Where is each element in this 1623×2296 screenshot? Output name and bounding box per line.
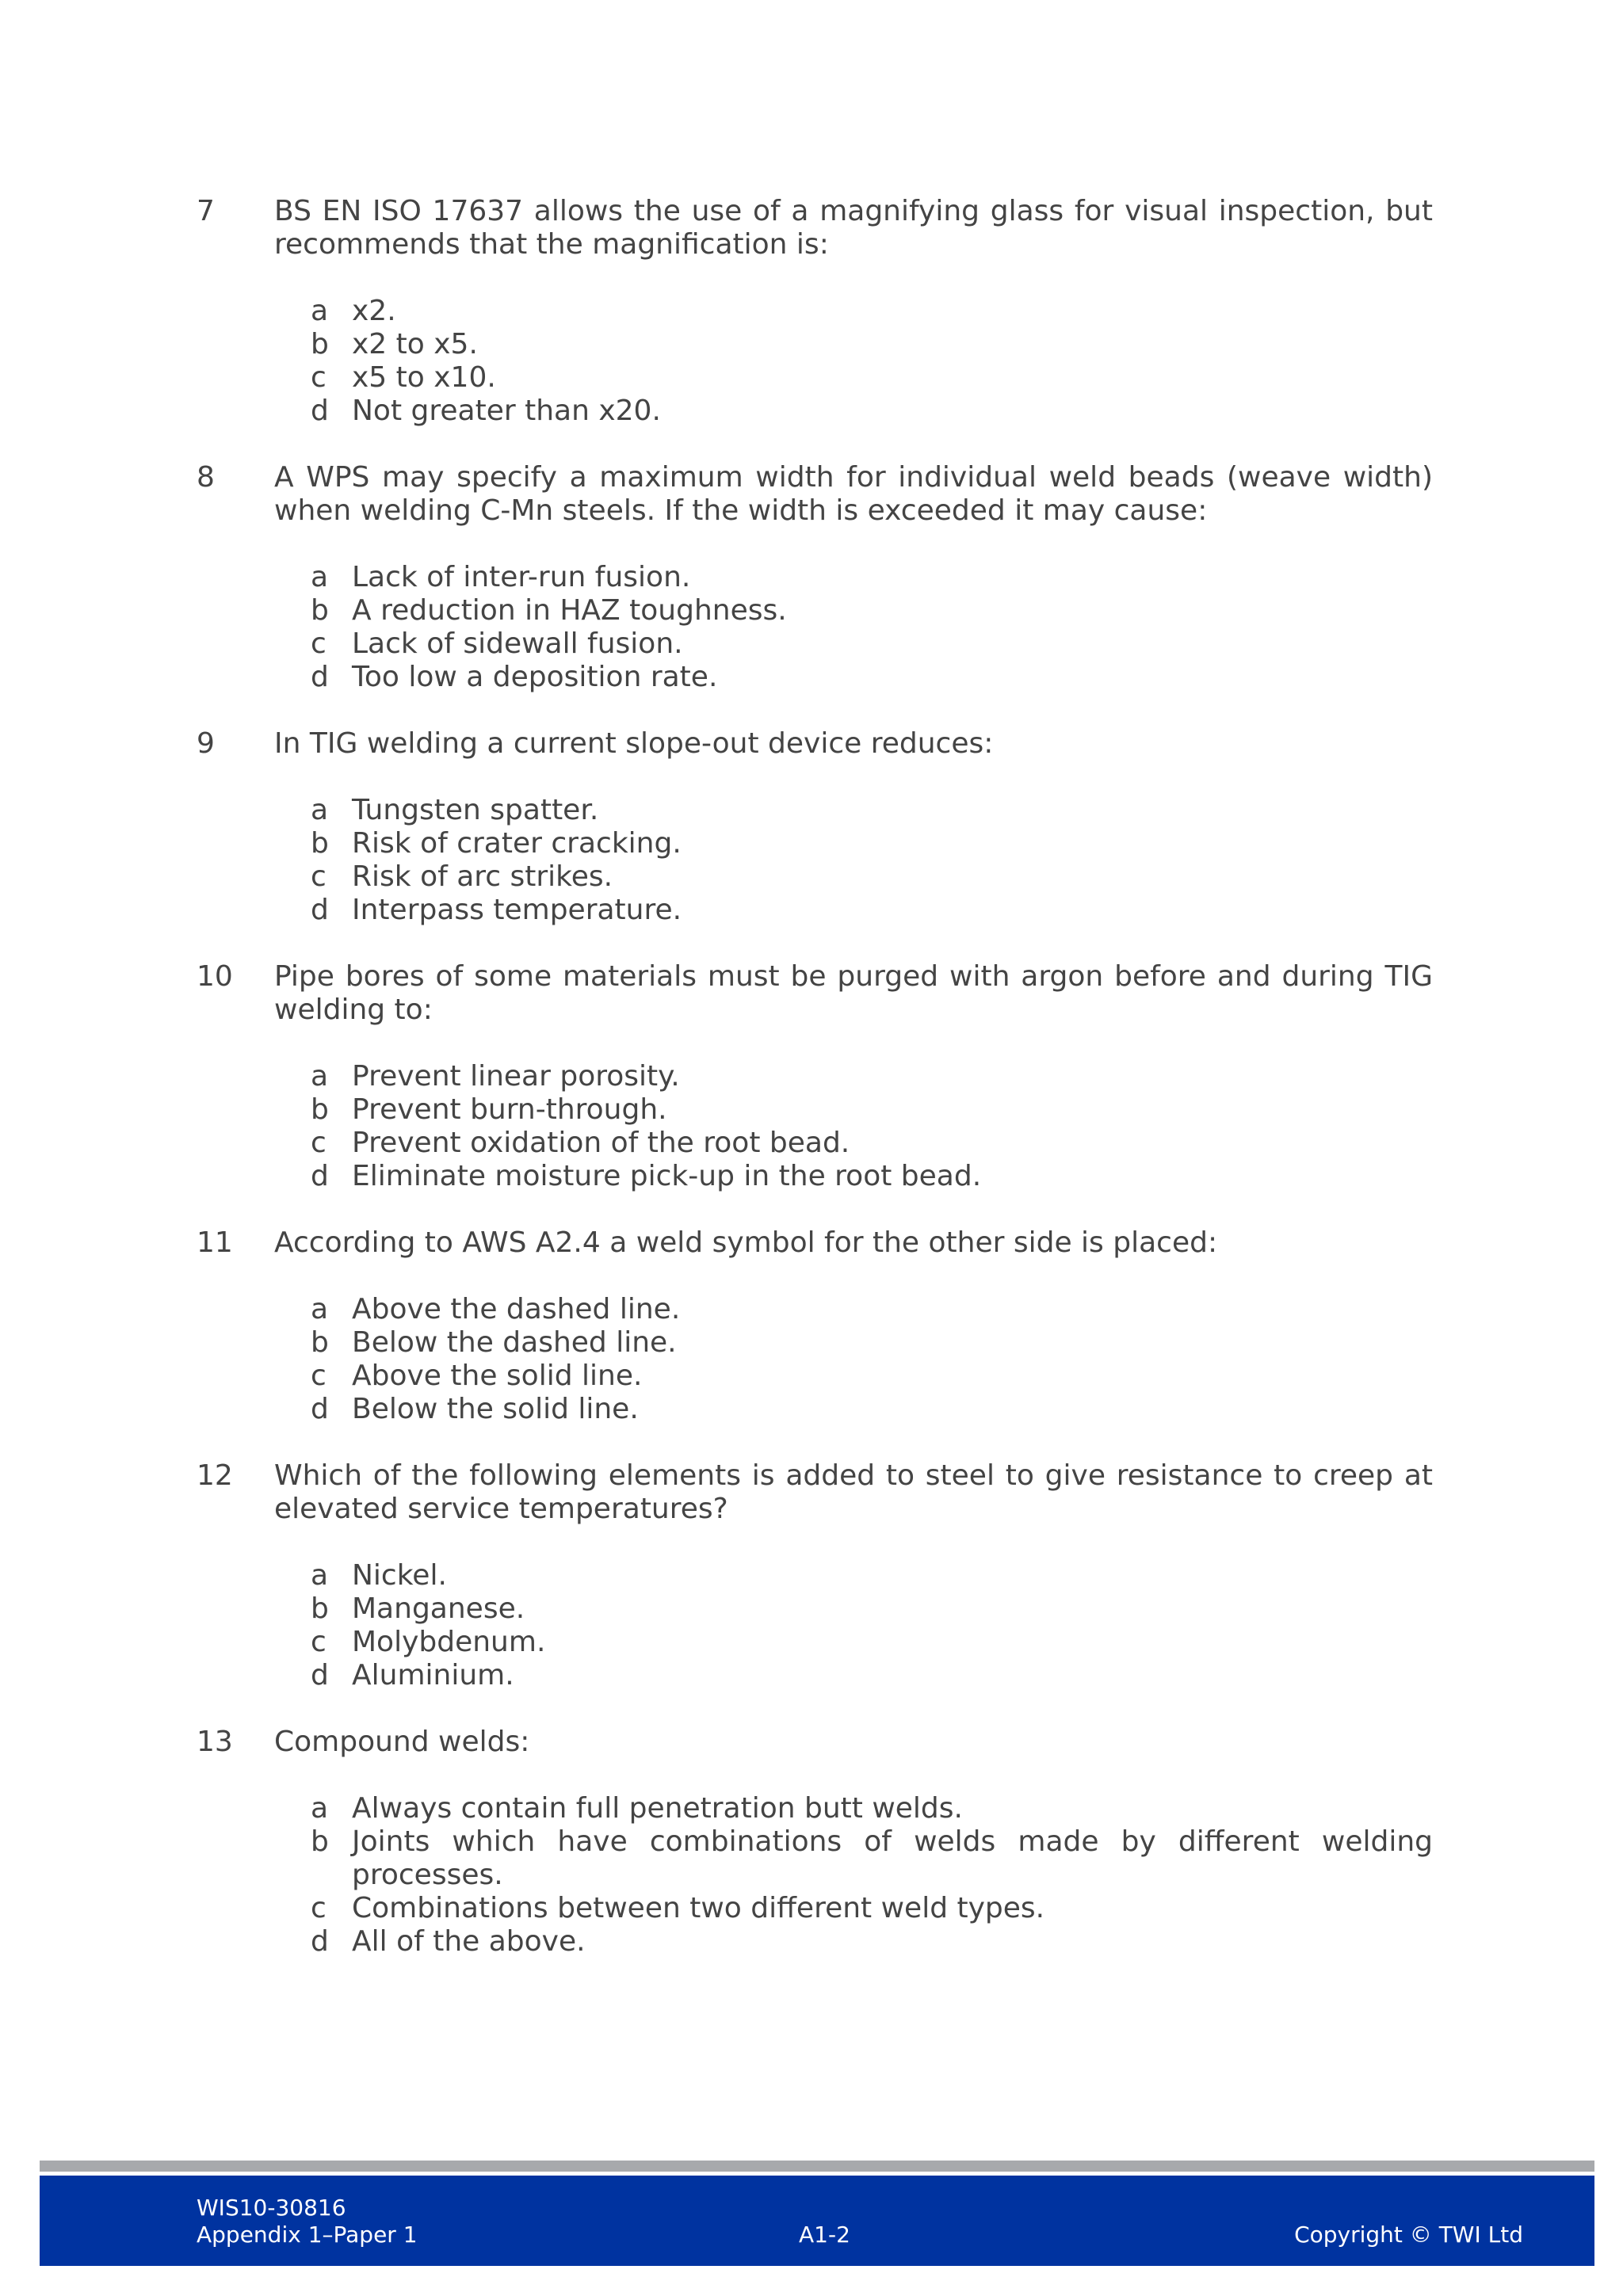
option-text: Prevent burn-through. bbox=[352, 1093, 667, 1126]
option-list bbox=[274, 1792, 1433, 1958]
option-c bbox=[311, 1127, 1433, 1160]
option-text: Above the dashed line. bbox=[352, 1293, 681, 1325]
option-text: Lack of sidewall fusion. bbox=[352, 627, 683, 660]
option-letter: b bbox=[311, 1326, 329, 1359]
option-letter: b bbox=[311, 1825, 329, 1858]
option-letter: a bbox=[311, 1559, 329, 1592]
option-letter: c bbox=[311, 627, 327, 660]
question-8 bbox=[197, 461, 1433, 694]
option-text: All of the above. bbox=[352, 1925, 586, 1958]
option-text: Interpass temperature. bbox=[352, 894, 682, 926]
option-letter: b bbox=[311, 328, 329, 360]
option-list bbox=[274, 561, 1433, 694]
option-letter: b bbox=[311, 1592, 329, 1625]
option-letter: d bbox=[311, 894, 329, 926]
option-text: Lack of inter-run fusion. bbox=[352, 561, 691, 593]
option-d bbox=[311, 661, 1433, 694]
option-list bbox=[274, 295, 1433, 428]
option-list bbox=[274, 1293, 1433, 1426]
option-letter: c bbox=[311, 1360, 327, 1392]
option-letter: a bbox=[311, 1293, 329, 1325]
option-letter: c bbox=[311, 1127, 327, 1159]
page-number: A1-2 bbox=[799, 2222, 850, 2248]
option-list bbox=[274, 794, 1433, 927]
option-text: Molybdenum. bbox=[352, 1626, 546, 1658]
option-a bbox=[311, 1293, 1433, 1326]
option-letter: d bbox=[311, 395, 329, 427]
question-list bbox=[197, 195, 1433, 1992]
option-d bbox=[311, 1925, 1433, 1958]
question-13 bbox=[197, 1726, 1433, 1958]
option-text: Joints which have combinations of welds made by different welding processes. bbox=[352, 1825, 1433, 1891]
option-letter: c bbox=[311, 361, 327, 394]
option-b bbox=[311, 328, 1433, 361]
question-text: Pipe bores of some materials must be purged with argon before and during TIG welding to: bbox=[274, 960, 1433, 1026]
option-text: Combinations between two different weld types. bbox=[352, 1892, 1045, 1924]
question-number: 11 bbox=[197, 1226, 233, 1259]
option-text: Nickel. bbox=[352, 1559, 447, 1592]
option-text: x2. bbox=[352, 295, 396, 327]
option-letter: b bbox=[311, 1093, 329, 1126]
option-b bbox=[311, 594, 1433, 627]
option-text: Below the solid line. bbox=[352, 1393, 639, 1425]
option-a bbox=[311, 1559, 1433, 1592]
option-letter: b bbox=[311, 827, 329, 860]
option-d bbox=[311, 894, 1433, 927]
option-letter: a bbox=[311, 794, 329, 826]
option-d bbox=[311, 1393, 1433, 1426]
option-text: Below the dashed line. bbox=[352, 1326, 677, 1359]
option-a bbox=[311, 561, 1433, 594]
option-letter: d bbox=[311, 1659, 329, 1691]
option-letter: a bbox=[311, 561, 329, 593]
question-text: In TIG welding a current slope-out device reduces: bbox=[274, 727, 994, 760]
option-letter: b bbox=[311, 594, 329, 627]
option-letter: c bbox=[311, 860, 327, 893]
option-letter: c bbox=[311, 1892, 327, 1924]
option-d bbox=[311, 1160, 1433, 1193]
option-text: x5 to x10. bbox=[352, 361, 496, 394]
option-text: Always contain full penetration butt welds. bbox=[352, 1792, 963, 1825]
option-a bbox=[311, 1792, 1433, 1825]
option-text: Risk of crater cracking. bbox=[352, 827, 682, 860]
option-letter: a bbox=[311, 1060, 329, 1093]
copyright-notice: Copyright © TWI Ltd bbox=[1294, 2222, 1523, 2248]
option-text: Risk of arc strikes. bbox=[352, 860, 613, 893]
option-c bbox=[311, 1360, 1433, 1393]
question-number: 12 bbox=[197, 1459, 233, 1492]
option-b bbox=[311, 827, 1433, 860]
option-letter: d bbox=[311, 1160, 329, 1192]
option-text: Prevent linear porosity. bbox=[352, 1060, 680, 1093]
option-text: Prevent oxidation of the root bead. bbox=[352, 1127, 850, 1159]
option-text: x2 to x5. bbox=[352, 328, 478, 360]
question-number: 7 bbox=[197, 195, 215, 227]
option-a bbox=[311, 794, 1433, 827]
question-number: 13 bbox=[197, 1726, 233, 1758]
option-c bbox=[311, 361, 1433, 395]
footer-divider bbox=[40, 2161, 1594, 2172]
option-letter: d bbox=[311, 1393, 329, 1425]
question-text: According to AWS A2.4 a weld symbol for the other side is placed: bbox=[274, 1226, 1218, 1259]
option-letter: d bbox=[311, 1925, 329, 1958]
option-list bbox=[274, 1559, 1433, 1692]
question-12 bbox=[197, 1459, 1433, 1692]
document-code: WIS10-30816 bbox=[197, 2195, 346, 2221]
question-number: 8 bbox=[197, 461, 215, 494]
option-c bbox=[311, 860, 1433, 894]
question-text: Compound welds: bbox=[274, 1726, 530, 1758]
option-d bbox=[311, 1659, 1433, 1692]
option-a bbox=[311, 1060, 1433, 1093]
question-11 bbox=[197, 1226, 1433, 1426]
option-text: Eliminate moisture pick-up in the root bead. bbox=[352, 1160, 982, 1192]
option-text: A reduction in HAZ toughness. bbox=[352, 594, 787, 627]
option-letter: d bbox=[311, 661, 329, 693]
option-c bbox=[311, 627, 1433, 661]
option-b bbox=[311, 1093, 1433, 1127]
footer bbox=[40, 2176, 1594, 2266]
option-text: Above the solid line. bbox=[352, 1360, 643, 1392]
option-b bbox=[311, 1326, 1433, 1360]
option-text: Tungsten spatter. bbox=[352, 794, 599, 826]
option-c bbox=[311, 1626, 1433, 1659]
question-7 bbox=[197, 195, 1433, 428]
option-letter: a bbox=[311, 295, 329, 327]
question-number: 10 bbox=[197, 960, 233, 993]
question-9 bbox=[197, 727, 1433, 927]
option-d bbox=[311, 395, 1433, 428]
option-b bbox=[311, 1592, 1433, 1626]
option-a bbox=[311, 295, 1433, 328]
appendix-label: Appendix 1–Paper 1 bbox=[197, 2222, 418, 2248]
question-10 bbox=[197, 960, 1433, 1193]
question-text: BS EN ISO 17637 allows the use of a magnifying glass for visual inspection, but recommends that the magnification is: bbox=[274, 195, 1433, 261]
question-text: A WPS may specify a maximum width for individual weld beads (weave width) when welding C-Mn steels. If the width is exceeded it may cause: bbox=[274, 461, 1433, 527]
option-text: Aluminium. bbox=[352, 1659, 514, 1691]
option-b bbox=[311, 1825, 1433, 1892]
option-letter: a bbox=[311, 1792, 329, 1825]
option-text: Manganese. bbox=[352, 1592, 525, 1625]
question-text: Which of the following elements is added to steel to give resistance to creep at elevated service temperatures? bbox=[274, 1459, 1433, 1525]
option-letter: c bbox=[311, 1626, 327, 1658]
option-list bbox=[274, 1060, 1433, 1193]
option-c bbox=[311, 1892, 1433, 1925]
option-text: Not greater than x20. bbox=[352, 395, 661, 427]
question-number: 9 bbox=[197, 727, 215, 760]
option-text: Too low a deposition rate. bbox=[352, 661, 718, 693]
